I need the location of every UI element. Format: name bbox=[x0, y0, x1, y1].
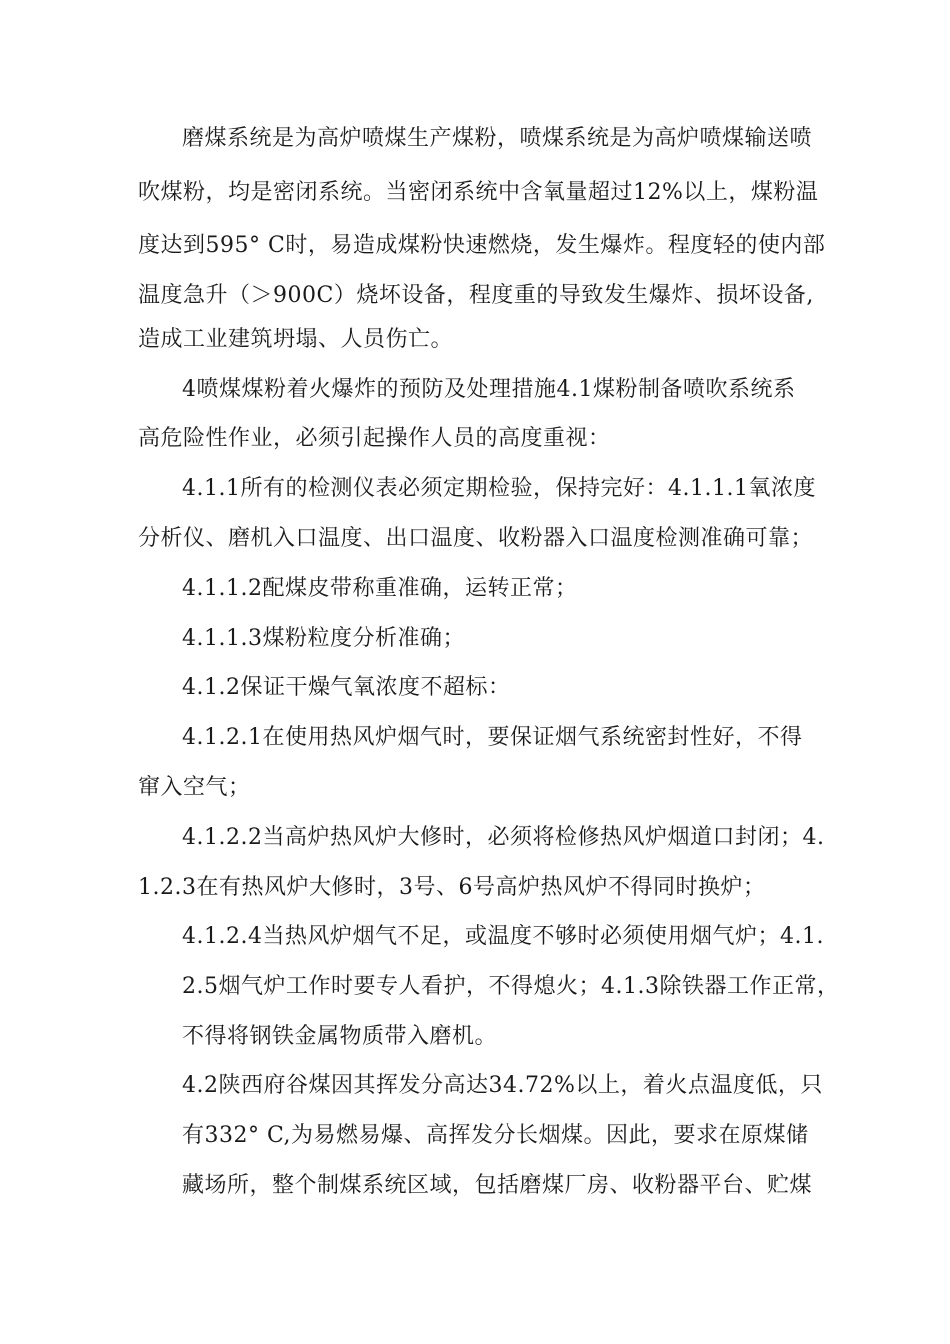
text-line: 度达到595° C时，易造成煤粉快速燃烧，发生爆炸。程度轻的使内部 bbox=[138, 233, 826, 258]
text-line: 1.2.3在有热风炉大修时，3号、6号高炉热风炉不得同时换炉； bbox=[138, 875, 766, 900]
text-line: 造成工业建筑坍塌、人员伤亡。 bbox=[138, 327, 454, 352]
text-line: 4.2陕西府谷煤因其挥发分高达34.72%以上，着火点温度低，只 bbox=[182, 1073, 823, 1098]
text-line: 分析仪、磨机入口温度、出口温度、收粉器入口温度检测准确可靠； bbox=[138, 526, 814, 551]
text-line: 4.1.2保证干燥气氧浓度不超标： bbox=[182, 675, 511, 700]
text-line: 不得将钢铁金属物质带入磨机。 bbox=[182, 1024, 498, 1049]
text-line: 有332° C,为易燃易爆、高挥发分长烟煤。因此，要求在原煤储 bbox=[182, 1123, 809, 1148]
text-line: 温度急升（＞900C）烧坏设备，程度重的导致发生爆炸、损坏设备, bbox=[138, 283, 814, 308]
text-line: 高危险性作业，必须引起操作人员的高度重视： bbox=[138, 426, 611, 451]
text-line: 磨煤系统是为高炉喷煤生产煤粉，喷煤系统是为高炉喷煤输送喷 bbox=[182, 126, 813, 151]
text-line: 4.1.2.4当热风炉烟气不足，或温度不够时必须使用烟气炉；4.1. bbox=[182, 924, 824, 949]
text-line: 藏场所，整个制煤系统区域，包括磨煤厂房、收粉器平台、贮煤 bbox=[182, 1173, 813, 1198]
text-line: 窜入空气； bbox=[138, 775, 251, 800]
text-line: 4.1.2.1在使用热风炉烟气时，要保证烟气系统密封性好，不得 bbox=[182, 725, 803, 750]
text-line: 吹煤粉，均是密闭系统。当密闭系统中含氧量超过12%以上，煤粉温 bbox=[138, 180, 819, 205]
text-line: 4.1.2.2当高炉热风炉大修时，必须将检修热风炉烟道口封闭；4. bbox=[182, 825, 825, 850]
text-line: 4喷煤煤粉着火爆炸的预防及处理措施4.1煤粉制备喷吹系统系 bbox=[182, 377, 796, 402]
text-line: 4.1.1所有的检测仪表必须定期检验，保持完好：4.1.1.1氧浓度 bbox=[182, 476, 816, 501]
text-line: 2.5烟气炉工作时要专人看护，不得熄火；4.1.3除铁器工作正常， bbox=[182, 974, 840, 999]
text-line: 4.1.1.2配煤皮带称重准确，运转正常； bbox=[182, 576, 578, 601]
text-line: 4.1.1.3煤粉粒度分析准确； bbox=[182, 626, 465, 651]
